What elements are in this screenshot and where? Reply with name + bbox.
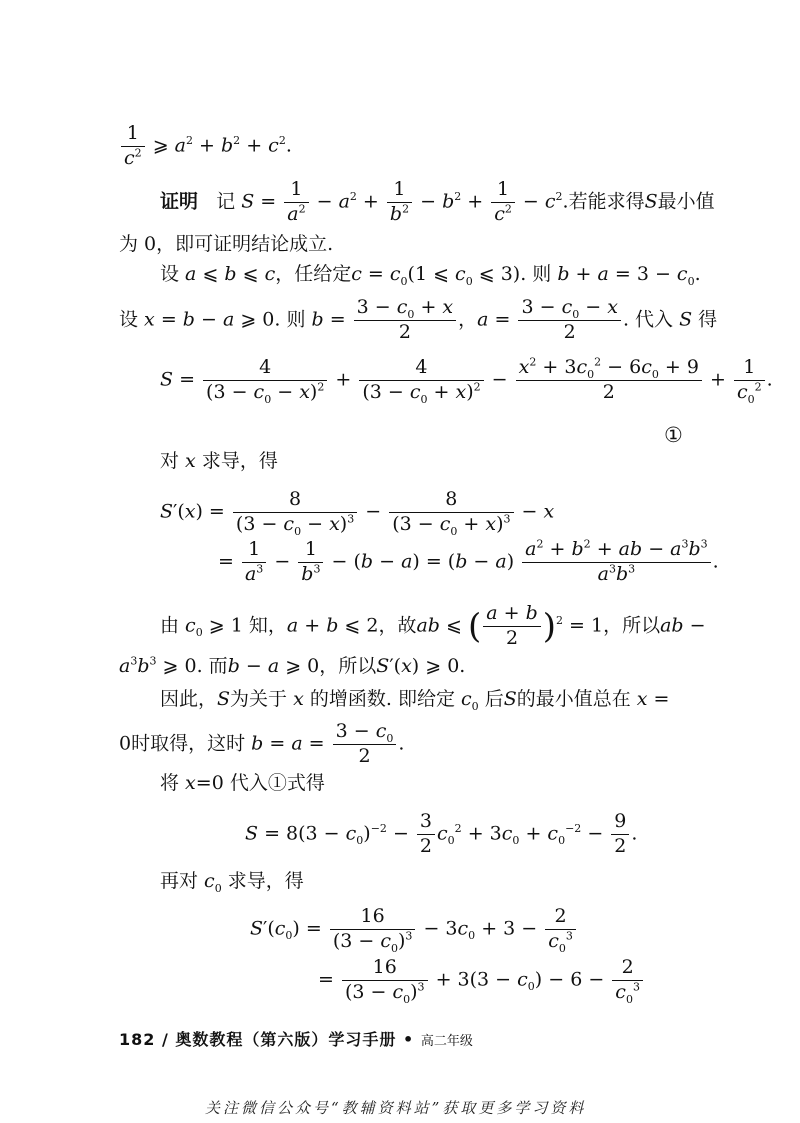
grade-label: 高二年级 <box>420 1034 473 1049</box>
footer-dot: • <box>403 1030 415 1049</box>
set-line-1: 设 a ⩽ b ⩽ c，任给定$c = c_0(1$ ⩽ $c_0$ ⩽ 3). 则 $b + a = 3 - c_0$. <box>160 263 701 288</box>
diff-c0-line: 再对 $c_0$ 求导，得 <box>160 870 304 895</box>
formula-line-1: $\frac{1}{c^2}$ ⩾ $a^2 + b^2 + c^2$. <box>119 124 292 169</box>
page-footer <box>119 1027 473 1050</box>
derivative-eq-2: = $\frac{1}{a^3}$ − $\frac{1}{b^3}$ − (b − a) = (b − a) $\frac{a^2 + b^2 + ab - a^3b^3}{a^3b^3}$ . <box>218 537 719 585</box>
derivative-c0-eq-2: = $\frac{16}{(3 - c_0)^3}$ + $3(3 - c_0) - 6$ − $\frac{2}{c_0^3}$ <box>318 958 645 1003</box>
derivative-c0-eq-1: $S'(c_0)$ = $\frac{16}{(3 - c_0)^3}$ − $3c_0 + 3$ − $\frac{2}{c_0^3}$ <box>250 907 578 952</box>
derivative-eq-1: S′(x) = $\frac{8}{(3 - c_0 - x)^3}$ − $\frac{8}{(3 - c_0 + x)^3}$ − x <box>160 488 555 538</box>
footer-separator: / <box>161 1030 169 1049</box>
proof-line: 证明 记 S = $\frac{1}{a^2}$ − $a^2$ + $\frac{1}{b^2}$ − $b^2$ + $\frac{1}{c^2}$ − $c^2$.若能求得S最小值 <box>160 178 715 225</box>
page-number: 182 <box>119 1030 156 1049</box>
by-line-1: 由 $c_0$ ⩾ 1 知，a + b ⩽ 2，故ab ⩽ ( $\frac{a + b}{2}$ )$^2$ = 1，所以ab − <box>160 602 706 649</box>
equation-s: S = $\frac{4}{(3 - c_0 - x)^2}$ + $\frac{4}{(3 - c_0 + x)^2}$ − $\frac{x^2 + 3c_0^2 - 6c_0 + 9}{2}$ + $\frac{1}{c_0^2}$ . <box>160 355 773 406</box>
diff-x-line: 对 x 求导，得 <box>160 450 278 472</box>
by-line-2: $a^3b^3$ ⩾ 0. 而b − a ⩾ 0，所以S′(x) ⩾ 0. <box>119 654 466 677</box>
book-title: 奥数教程（第六版）学习手册 <box>175 1030 397 1049</box>
thus-line-1: 因此，S为关于 x 的增函数. 即给定 $c_0$ 后S的最小值总在 x = <box>160 688 670 713</box>
watermark-text: 关注微信公众号“教辅资料站”获取更多学习资料 <box>205 1099 587 1117</box>
proof-line-2: 为 0，即可证明结论成立. <box>119 233 334 255</box>
plug-line: 将 x=0 代入①式得 <box>160 772 325 794</box>
equation-s-c0: $S = 8(3 - c_0)^{-2}$ − $\frac{3}{2}$ $c_0^2 + 3c_0 + c_0^{-2}$ − $\frac{9}{2}$ . <box>245 810 638 857</box>
proof-label: 证明 <box>160 190 199 213</box>
thus-line-2: 0时取得，这时 b = a = $\frac{3 - c_0}{2}$ . <box>119 720 405 767</box>
set-line-2: 设 x = b − a ⩾ 0. 则 b = $\frac{3 - c_0 + x}{2}$ ，a = $\frac{3 - c_0 - x}{2}$ . 代入 S 得 <box>119 296 718 343</box>
equation-marker: ① <box>664 423 683 447</box>
